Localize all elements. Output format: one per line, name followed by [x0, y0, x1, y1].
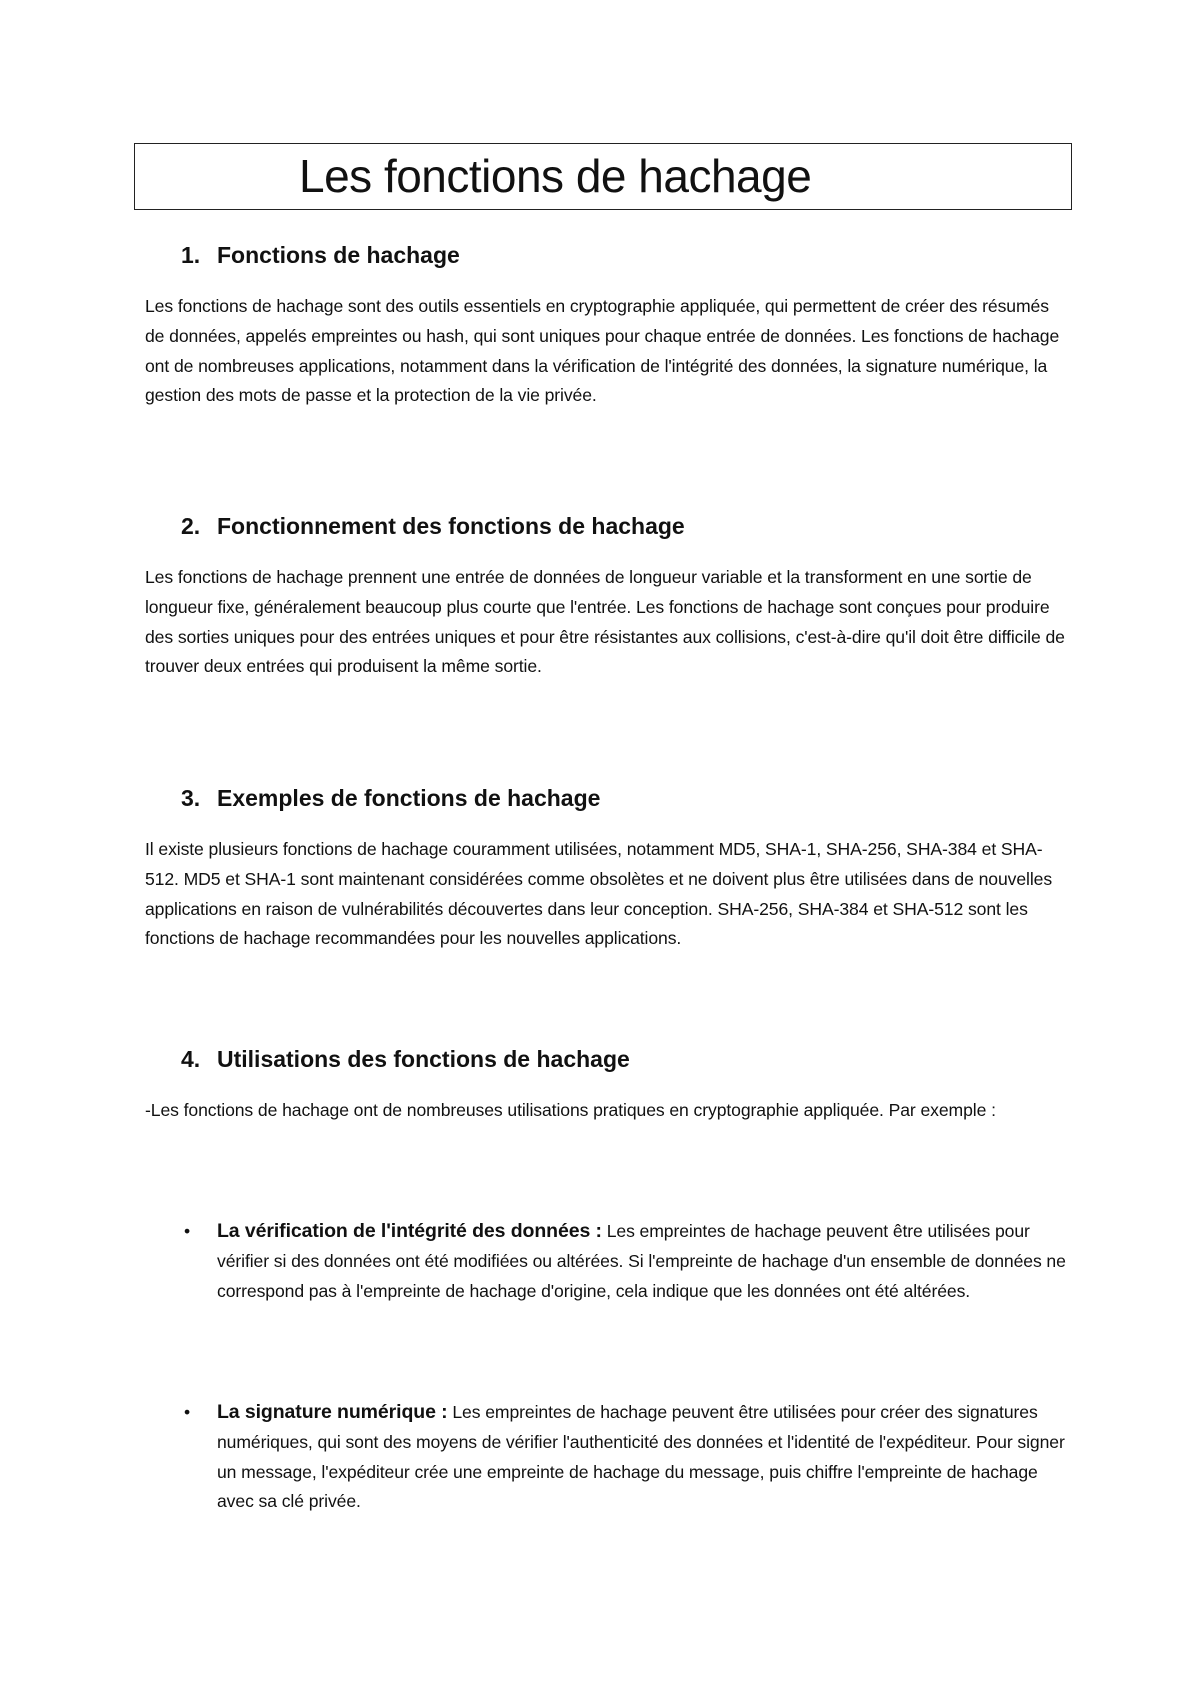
section-number: 1.	[181, 242, 201, 268]
section-number: 2.	[181, 513, 201, 539]
bullet-term: La vérification de l'intégrité des données :	[217, 1220, 602, 1242]
section-heading-2	[181, 511, 685, 541]
section-paragraph-1: Les fonctions de hachage sont des outils essentiels en cryptographie appliquée, qui permettent de créer des résumés de données, appelés empreintes ou hash, qui sont uniques pour chaque entrée de données. Les fonctions de hachage ont de nombreuses applications, notamment dans la vérification de l'intégrité des données, la signature numérique, la gestion des mots de passe et la protection de la vie privée.	[145, 296, 1060, 406]
section-heading-text: Fonctions de hachage	[217, 242, 460, 268]
list-item	[184, 1398, 1067, 1517]
section-paragraph-2: Les fonctions de hachage prennent une entrée de données de longueur variable et la transforment en une sortie de longueur fixe, généralement beaucoup plus courte que l'entrée. Les fonctions de hachage sont conçues pour produire des sorties uniques pour des entrées uniques et pour être résistantes aux collisions, c'est-à-dire qu'il doit être difficile de trouver deux entrées qui produisent la même sortie.	[145, 567, 1065, 677]
page-title: Les fonctions de hachage	[299, 150, 812, 202]
section-heading-text: Fonctionnement des fonctions de hachage	[217, 513, 685, 539]
section-number: 3.	[181, 785, 201, 811]
section-heading-4	[181, 1044, 630, 1074]
title-box	[134, 143, 1072, 210]
section-heading-text: Utilisations des fonctions de hachage	[217, 1046, 630, 1072]
bullet-text: Les empreintes de hachage peuvent être utilisées pour créer des signatures numériques, qui sont des moyens de vérifier l'authenticité des données et l'identité de l'expéditeur. Pour signer un message, l'expéditeur crée une empreinte de hachage du message, puis chiffre l'empreinte de hachage avec sa clé privée.	[217, 1402, 1065, 1512]
section-paragraph-4: -Les fonctions de hachage ont de nombreuses utilisations pratiques en cryptographie appliquée. Par exemple :	[145, 1100, 996, 1120]
list-item	[184, 1217, 1067, 1306]
section-paragraph-3: Il existe plusieurs fonctions de hachage couramment utilisées, notamment MD5, SHA-1, SHA-256, SHA-384 et SHA-512. MD5 et SHA-1 sont maintenant considérées comme obsolètes et ne doivent plus être utilisées dans de nouvelles applications en raison de vulnérabilités découvertes dans leur conception. SHA-256, SHA-384 et SHA-512 sont les fonctions de hachage recommandées pour les nouvelles applications.	[145, 839, 1053, 949]
bullet-icon: •	[184, 1402, 191, 1422]
section-heading-text: Exemples de fonctions de hachage	[217, 785, 601, 811]
bullet-text: Les empreintes de hachage peuvent être utilisées pour vérifier si des données ont été modifiées ou altérées. Si l'empreinte de hachage d'un ensemble de données ne correspond pas à l'empreinte de hachage d'origine, cela indique que les données ont été altérées.	[217, 1221, 1066, 1301]
section-number: 4.	[181, 1046, 201, 1072]
section-heading-1	[181, 240, 460, 270]
bullet-term: La signature numérique :	[217, 1401, 448, 1423]
bullet-icon: •	[184, 1221, 191, 1241]
section-heading-3	[181, 783, 600, 813]
